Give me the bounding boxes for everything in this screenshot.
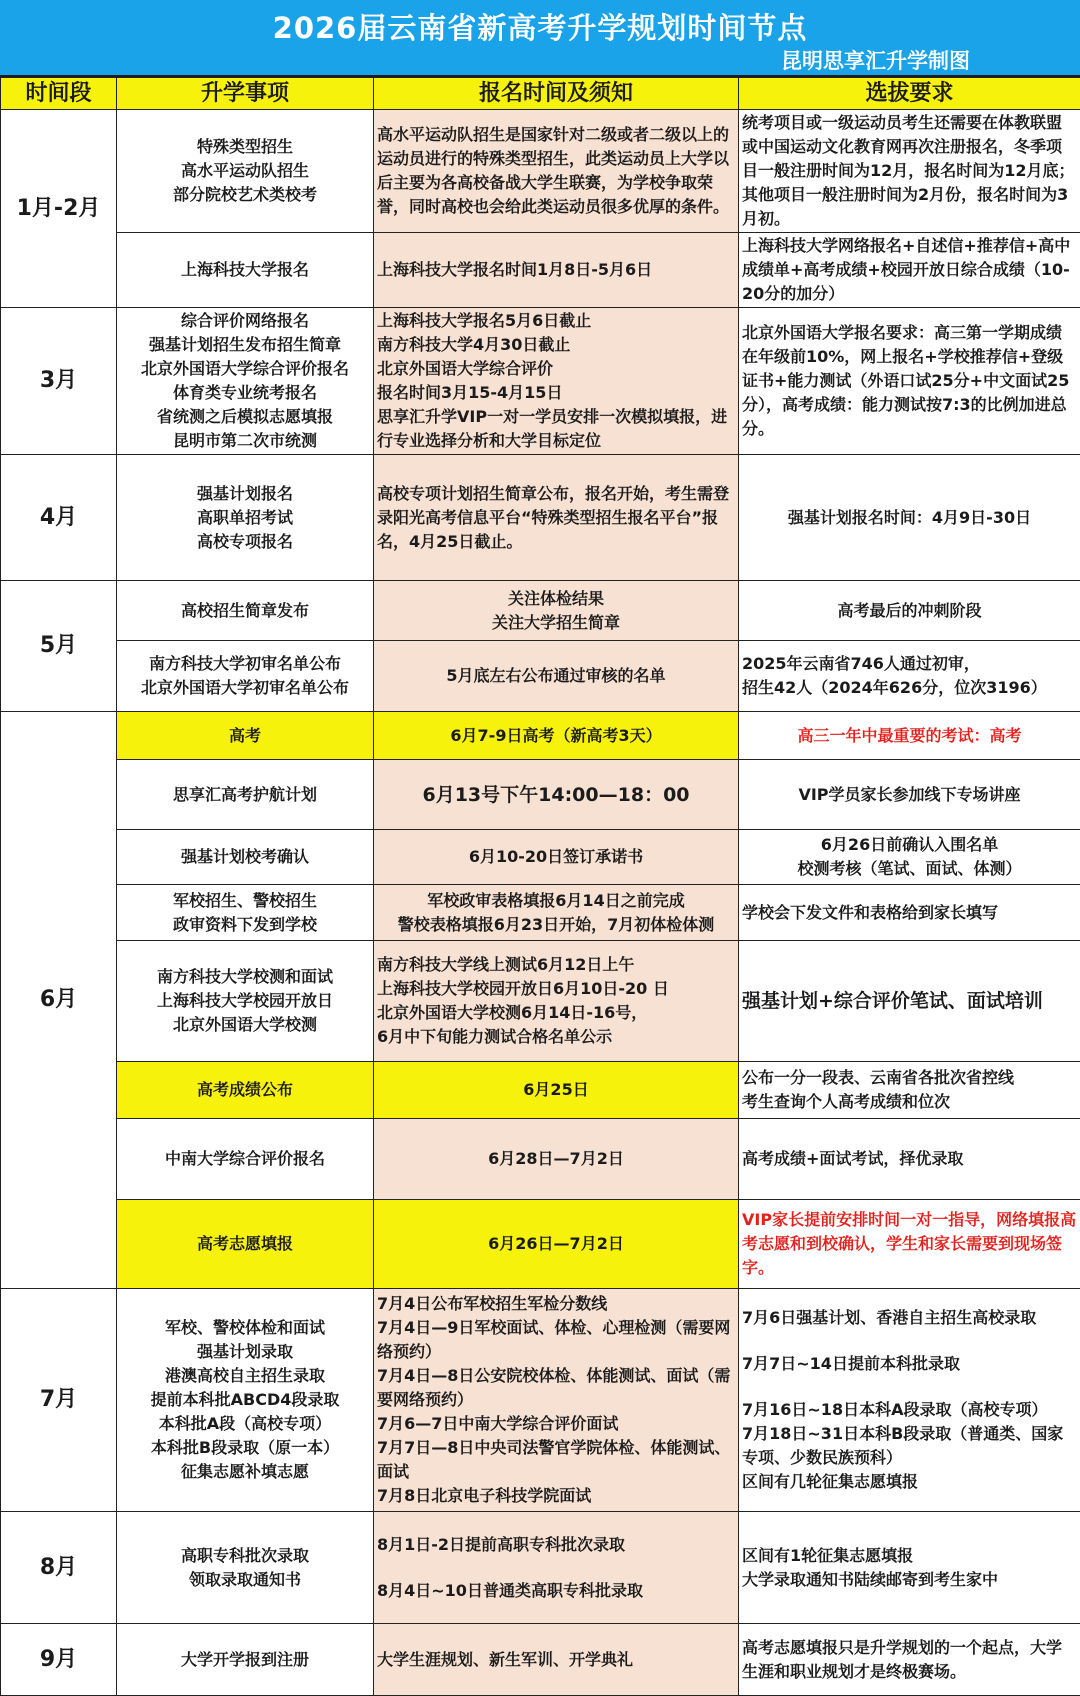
requirement-line: 区间有几轮征集志愿填报	[742, 1470, 1077, 1494]
requirement-cell	[739, 1289, 1080, 1512]
time-cell: 大学生涯规划、新生军训、开学典礼	[374, 1624, 739, 1696]
item-line: 本科批A段（高校专项）	[120, 1412, 370, 1436]
time-cell: 上海科技大学报名时间1月8日-5月6日	[374, 233, 739, 308]
requirement-cell: 学校会下发文件和表格给到家长填写	[739, 885, 1080, 941]
table-row	[1, 641, 1080, 712]
time-cell: 6月13号下午14:00—18：00	[374, 760, 739, 830]
requirement-line: 区间有1轮征集志愿填报	[742, 1544, 1077, 1568]
item-line: 上海科技大学校园开放日	[120, 989, 370, 1013]
item-cell	[117, 1512, 374, 1624]
time-cell: 6月7-9日高考（新高考3天）	[374, 712, 739, 760]
time-line: 6月中下旬能力测试合格名单公示	[377, 1025, 735, 1049]
item-line: 特殊类型招生	[120, 135, 370, 159]
item-cell: 高考成绩公布	[117, 1062, 374, 1119]
requirement-line: 校测考核（笔试、面试、体测）	[742, 857, 1077, 881]
requirement-cell	[739, 830, 1080, 885]
period-cell: 8月	[1, 1512, 117, 1624]
item-cell	[117, 885, 374, 941]
item-line: 政审资料下发到学校	[120, 913, 370, 937]
item-line: 军校、警校体检和面试	[120, 1316, 370, 1340]
item-line: 高职单招考试	[120, 506, 370, 530]
item-line: 北京外国语大学初审名单公布	[120, 676, 370, 700]
page-header	[0, 0, 1080, 77]
requirement-cell: VIP家长提前安排时间一对一指导，网络填报高考志愿和到校确认，学生和家长需要到现场签字。	[739, 1200, 1080, 1289]
time-line: 7月4日—8日公安院校体检、体能测试、面试（需要网络预约）	[377, 1364, 735, 1412]
requirement-cell: 高三一年中最重要的考试：高考	[739, 712, 1080, 760]
period-cell: 7月	[1, 1289, 117, 1512]
time-line: 8月1日-2日提前高职专科批次录取	[377, 1533, 735, 1557]
table-row	[1, 110, 1080, 233]
table-row	[1, 760, 1080, 830]
requirement-line: 7月7日~14日提前本科批录取	[742, 1352, 1077, 1376]
time-cell	[374, 941, 739, 1062]
table-row	[1, 1512, 1080, 1624]
time-cell	[374, 581, 739, 641]
item-cell	[117, 110, 374, 233]
item-cell: 强基计划校考确认	[117, 830, 374, 885]
column-header-time: 报名时间及须知	[374, 78, 739, 110]
requirement-cell: 北京外国语大学报名要求：高三第一学期成绩在年级前10%，网上报名+学校推荐信+登级证书+能力测试（外语口试25分+中文面试25分），高考成绩：能力测试按7:3的比例加进总分。	[739, 308, 1080, 455]
requirement-line: 公布一分一段表、云南省各批次省控线	[742, 1066, 1077, 1090]
item-line: 领取录取通知书	[120, 1568, 370, 1592]
time-cell: 5月底左右公布通过审核的名单	[374, 641, 739, 712]
item-line: 综合评价网络报名	[120, 309, 370, 333]
requirement-line: 7月6日强基计划、香港自主招生高校录取	[742, 1306, 1077, 1330]
column-header-period: 时间段	[1, 78, 117, 110]
table-row	[1, 455, 1080, 581]
time-cell	[374, 1289, 739, 1512]
time-cell: 高校专项计划招生简章公布，报名开始，考生需登录阳光高考信息平台“特殊类型招生报名平台”报名，4月25日截止。	[374, 455, 739, 581]
spacer	[742, 1330, 1077, 1352]
period-cell: 9月	[1, 1624, 117, 1696]
timeline-table	[0, 77, 1080, 1696]
time-cell: 6月26日—7月2日	[374, 1200, 739, 1289]
requirement-cell: 强基计划+综合评价笔试、面试培训	[739, 941, 1080, 1062]
time-line: 思享汇升学VIP一对一学员安排一次模拟填报，进行专业选择分析和大学目标定位	[377, 405, 735, 453]
item-line: 本科批B段录取（原一本）	[120, 1436, 370, 1460]
requirement-cell: 高考成绩+面试考试，择优录取	[739, 1119, 1080, 1200]
requirement-cell: 上海科技大学网络报名+自述信+推荐信+高中成绩单+高考成绩+校园开放日综合成绩（10-20分的加分）	[739, 233, 1080, 308]
spacer	[377, 1557, 735, 1579]
table-row	[1, 885, 1080, 941]
table-header-row	[1, 78, 1080, 110]
requirement-line: 6月26日前确认入围名单	[742, 833, 1077, 857]
item-line: 提前本科批ABCD4段录取	[120, 1388, 370, 1412]
item-line: 高水平运动队招生	[120, 159, 370, 183]
item-cell: 大学开学报到注册	[117, 1624, 374, 1696]
period-cell: 6月	[1, 712, 117, 1289]
time-line: 上海科技大学报名5月6日截止	[377, 309, 735, 333]
requirement-cell: VIP学员家长参加线下专场讲座	[739, 760, 1080, 830]
requirement-cell: 高考志愿填报只是升学规划的一个起点，大学生涯和职业规划才是终极赛场。	[739, 1624, 1080, 1696]
time-line: 关注大学招生简章	[377, 611, 735, 635]
item-line: 港澳高校自主招生录取	[120, 1364, 370, 1388]
item-cell: 高校招生简章发布	[117, 581, 374, 641]
time-line: 7月6—7日中南大学综合评价面试	[377, 1412, 735, 1436]
item-line: 体育类专业统考报名	[120, 381, 370, 405]
time-line: 8月4日~10日普通类高职专科批录取	[377, 1579, 735, 1603]
time-line: 军校政审表格填报6月14日之前完成	[377, 889, 735, 913]
time-line: 上海科技大学校园开放日6月10日-20 日	[377, 977, 735, 1001]
time-cell: 6月28日—7月2日	[374, 1119, 739, 1200]
item-cell: 思享汇高考护航计划	[117, 760, 374, 830]
item-line: 昆明市第二次市统测	[120, 429, 370, 453]
time-line: 北京外国语大学校测6月14日-16号，	[377, 1001, 735, 1025]
period-cell: 3月	[1, 308, 117, 455]
item-line: 军校招生、警校招生	[120, 889, 370, 913]
table-row	[1, 830, 1080, 885]
table-row	[1, 1289, 1080, 1512]
requirement-cell: 统考项目或一级运动员考生还需要在体教联盟或中国运动文化教育网再次注册报名，冬季项目一般注册时间为12月，报名时间为12月底；其他项目一般注册时间为2月份，报名时间为3月初。	[739, 110, 1080, 233]
period-cell: 1月-2月	[1, 110, 117, 308]
requirement-cell: 高考最后的冲刺阶段	[739, 581, 1080, 641]
time-cell: 6月25日	[374, 1062, 739, 1119]
item-line: 北京外国语大学综合评价报名	[120, 357, 370, 381]
item-cell	[117, 941, 374, 1062]
time-line: 南方科技大学线上测试6月12日上午	[377, 953, 735, 977]
item-line: 强基计划录取	[120, 1340, 370, 1364]
table-row	[1, 1062, 1080, 1119]
requirement-line: 7月16日~18日本科A段录取（高校专项）	[742, 1398, 1077, 1422]
table-row	[1, 233, 1080, 308]
item-line: 高校专项报名	[120, 530, 370, 554]
page-subtitle: 昆明思享汇升学制图	[781, 45, 970, 75]
time-line: 7月4日公布军校招生军检分数线	[377, 1292, 735, 1316]
time-line: 北京外国语大学综合评价	[377, 357, 735, 381]
item-line: 部分院校艺术类校考	[120, 183, 370, 207]
item-cell: 高考	[117, 712, 374, 760]
item-line: 强基计划招生发布招生简章	[120, 333, 370, 357]
table-row	[1, 1200, 1080, 1289]
table-row	[1, 581, 1080, 641]
item-cell	[117, 641, 374, 712]
item-line: 征集志愿补填志愿	[120, 1460, 370, 1484]
requirement-line: 7月18日~31日本科B段录取（普通类、国家专项、少数民族预科）	[742, 1422, 1077, 1470]
page-title: 2026届云南省新高考升学规划时间节点	[0, 6, 1080, 47]
table-row	[1, 308, 1080, 455]
item-line: 省统测之后模拟志愿填报	[120, 405, 370, 429]
requirement-line: 考生查询个人高考成绩和位次	[742, 1090, 1077, 1114]
item-cell	[117, 455, 374, 581]
item-line: 强基计划报名	[120, 482, 370, 506]
item-cell: 中南大学综合评价报名	[117, 1119, 374, 1200]
requirement-cell	[739, 641, 1080, 712]
spacer	[742, 1376, 1077, 1398]
time-cell	[374, 1512, 739, 1624]
item-cell	[117, 308, 374, 455]
time-line: 报名时间3月15-4月15日	[377, 381, 735, 405]
item-line: 南方科技大学校测和面试	[120, 965, 370, 989]
requirement-line: 大学录取通知书陆续邮寄到考生家中	[742, 1568, 1077, 1592]
requirement-line: 2025年云南省746人通过初审，	[742, 652, 1077, 676]
time-line: 7月4日—9日军校面试、体检、心理检测（需要网络预约）	[377, 1316, 735, 1364]
time-line: 7月7日—8日中央司法警官学院体检、体能测试、面试	[377, 1436, 735, 1484]
time-line: 南方科技大学4月30日截止	[377, 333, 735, 357]
column-header-item: 升学事项	[117, 78, 374, 110]
item-line: 南方科技大学初审名单公布	[120, 652, 370, 676]
item-cell	[117, 1289, 374, 1512]
requirement-cell	[739, 1062, 1080, 1119]
time-cell: 高水平运动队招生是国家针对二级或者二级以上的运动员进行的特殊类型招生，此类运动员上大学以后主要为各高校备战大学生联赛，为学校争取荣誉，同时高校也会给此类运动员很多优厚的条件。	[374, 110, 739, 233]
item-line: 高职专科批次录取	[120, 1544, 370, 1568]
requirement-line: 招生42人（2024年626分，位次3196）	[742, 676, 1077, 700]
table-row	[1, 1119, 1080, 1200]
time-line: 关注体检结果	[377, 587, 735, 611]
item-cell: 高考志愿填报	[117, 1200, 374, 1289]
requirement-cell: 强基计划报名时间：4月9日-30日	[739, 455, 1080, 581]
time-cell	[374, 885, 739, 941]
table-row	[1, 712, 1080, 760]
time-line: 7月8日北京电子科技学院面试	[377, 1484, 735, 1508]
item-cell: 上海科技大学报名	[117, 233, 374, 308]
column-header-requirement: 选拔要求	[739, 78, 1080, 110]
period-cell: 5月	[1, 581, 117, 712]
table-row	[1, 941, 1080, 1062]
item-line: 北京外国语大学校测	[120, 1013, 370, 1037]
time-line: 警校表格填报6月23日开始，7月初体检体测	[377, 913, 735, 937]
time-cell	[374, 308, 739, 455]
period-cell: 4月	[1, 455, 117, 581]
time-cell: 6月10-20日签订承诺书	[374, 830, 739, 885]
requirement-cell	[739, 1512, 1080, 1624]
